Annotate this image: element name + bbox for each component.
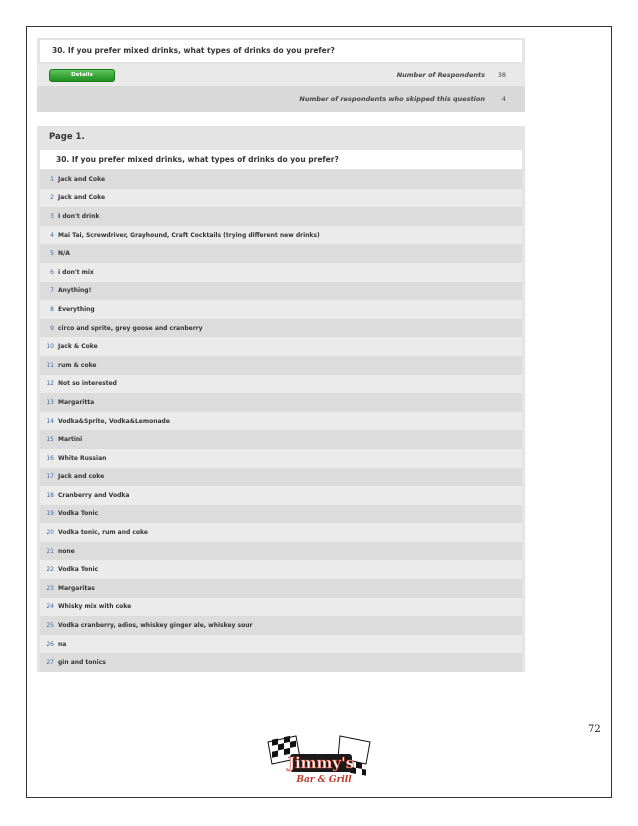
response-row — [40, 635, 522, 654]
response-row — [40, 653, 522, 672]
response-text: Everything — [58, 305, 95, 313]
response-number: 7 — [50, 287, 54, 295]
response-number: 18 — [46, 491, 54, 499]
response-row — [40, 523, 522, 542]
responses-question-title: 30. If you prefer mixed drinks, what types of drinks do you prefer? — [40, 150, 522, 169]
response-text: Margaritas — [58, 584, 95, 592]
response-number: 4 — [50, 231, 54, 239]
response-row — [40, 170, 522, 189]
response-row — [40, 449, 522, 468]
response-text: Jack and Coke — [58, 194, 106, 202]
response-text: circo and sprite, grey goose and cranberry — [58, 324, 203, 332]
skipped-label: Number of respondents who skipped this question — [299, 95, 485, 103]
response-row — [40, 375, 522, 394]
svg-text:Bar & Grill: Bar & Grill — [296, 775, 352, 785]
response-text: Jack & Coke — [58, 343, 98, 351]
response-text: Vodka cranberry, adios, whiskey ginger ale, whiskey sour — [58, 622, 253, 630]
response-text: Whisky mix with coke — [58, 603, 132, 611]
response-text: N/A — [58, 250, 70, 258]
response-text: Martini — [58, 436, 83, 444]
skipped-row — [37, 86, 525, 112]
response-row — [40, 430, 522, 449]
response-row — [40, 189, 522, 208]
response-text: Vodka Tonic — [58, 566, 99, 574]
response-number: 21 — [46, 547, 54, 555]
respondents-label: Number of Respondents — [396, 71, 485, 79]
response-row — [40, 226, 522, 245]
question-title: 30. If you prefer mixed drinks, what types of drinks do you prefer? — [40, 40, 522, 62]
response-row — [40, 560, 522, 579]
response-row — [40, 300, 522, 319]
response-text: Margaritta — [58, 398, 95, 406]
response-text: rum & coke — [58, 361, 97, 369]
response-number: 2 — [50, 194, 54, 202]
response-row — [40, 263, 522, 282]
response-number: 1 — [50, 175, 54, 183]
response-text: none — [58, 547, 75, 555]
response-text: Cranberry and Vodka — [58, 491, 130, 499]
response-row — [40, 207, 522, 226]
response-row — [40, 598, 522, 617]
response-text: i don't mix — [58, 268, 94, 276]
response-row — [40, 319, 522, 338]
response-row — [40, 412, 522, 431]
response-number: 14 — [46, 417, 54, 425]
response-list — [40, 170, 522, 672]
response-number: 24 — [46, 603, 54, 611]
response-text: gin and tonics — [58, 659, 106, 667]
response-row — [40, 486, 522, 505]
response-text: Vodka&Sprite, Vodka&Lemonade — [58, 417, 170, 425]
response-text: I don't drink — [58, 212, 100, 220]
response-row — [40, 579, 522, 598]
response-number: 22 — [46, 566, 54, 574]
response-row — [40, 337, 522, 356]
response-text: Vodka Tonic — [58, 510, 99, 518]
respondents-value: 38 — [497, 71, 506, 79]
response-number: 10 — [46, 343, 54, 351]
response-number: 13 — [46, 398, 54, 406]
response-number: 8 — [50, 305, 54, 313]
response-number: 12 — [46, 380, 54, 388]
response-text: na — [58, 640, 67, 648]
page-label: Page 1. — [49, 132, 85, 142]
response-number: 17 — [46, 473, 54, 481]
response-number: 3 — [50, 212, 54, 220]
response-text: Jack and coke — [58, 473, 105, 481]
response-text: Jack and Coke — [58, 175, 106, 183]
response-row — [40, 505, 522, 524]
page-number: 72 — [588, 724, 601, 735]
response-number: 26 — [46, 640, 54, 648]
response-row — [40, 356, 522, 375]
response-text: Anything! — [58, 287, 92, 295]
response-text: White Russian — [58, 454, 107, 462]
response-number: 23 — [46, 584, 54, 592]
response-row — [40, 468, 522, 487]
response-text: Mai Tai, Screwdriver, Grayhound, Craft Cocktails (trying different new drinks) — [58, 231, 320, 239]
response-number: 15 — [46, 436, 54, 444]
response-row — [40, 282, 522, 301]
response-number: 5 — [50, 250, 54, 258]
response-number: 6 — [50, 268, 54, 276]
skipped-value: 4 — [501, 95, 506, 103]
response-number: 20 — [46, 529, 54, 537]
response-number: 16 — [46, 454, 54, 462]
response-number: 25 — [46, 622, 54, 630]
response-number: 9 — [50, 324, 54, 332]
response-text: Vodka tonic, rum and coke — [58, 529, 148, 537]
response-text: Not so interested — [58, 380, 117, 388]
response-row — [40, 616, 522, 635]
response-row — [40, 393, 522, 412]
jimmys-bar-grill-logo — [266, 732, 374, 788]
response-number: 19 — [46, 510, 54, 518]
respondents-row — [37, 64, 525, 86]
response-row — [40, 542, 522, 561]
question-summary-panel — [37, 38, 525, 112]
response-number: 11 — [46, 361, 54, 369]
response-number: 27 — [46, 659, 54, 667]
responses-panel — [37, 126, 525, 672]
details-button[interactable]: Details — [49, 69, 115, 82]
response-row — [40, 244, 522, 263]
svg-text:Jimmy's: Jimmy's — [287, 754, 355, 772]
